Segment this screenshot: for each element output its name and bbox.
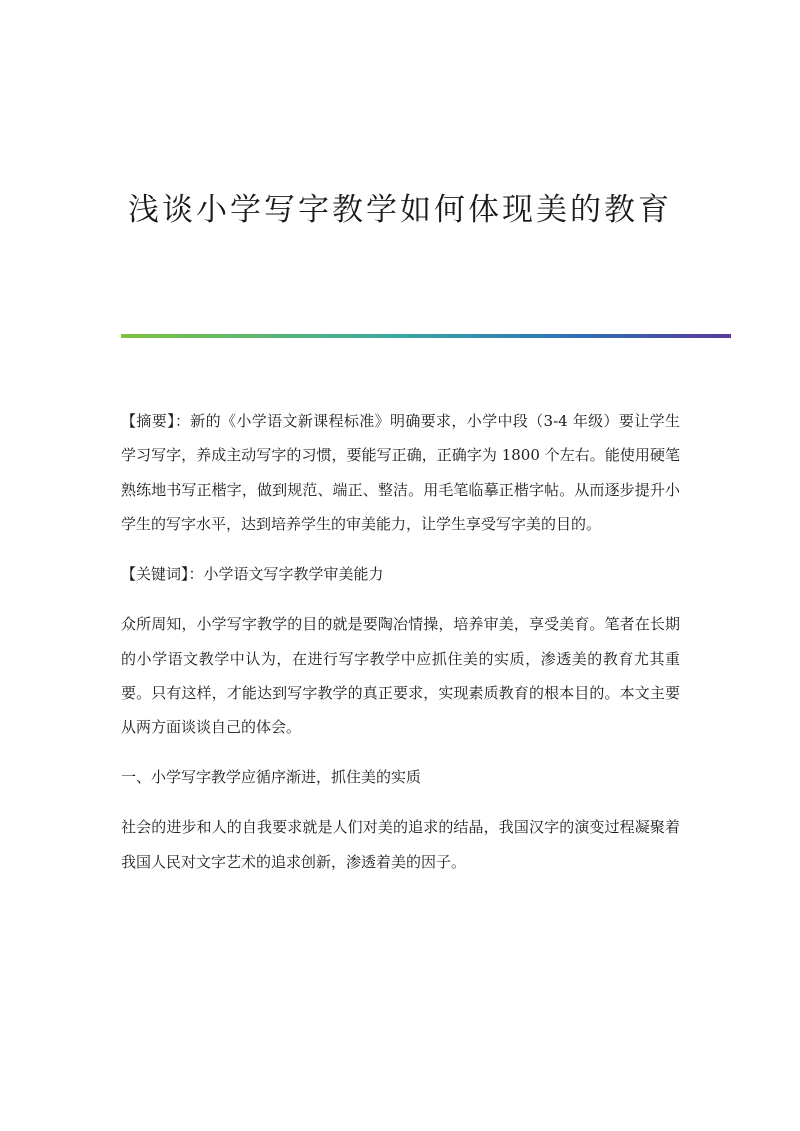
keywords-text: ：小学语文写字教学审美能力 [188, 565, 384, 584]
abstract-text: ：新的《小学语文新课程标准》明确要求，小学中段（3-4 年级）要让学生学习写字，养成主动写字的习惯，要能写正确，正确字为 1800 个左右。能使用硬笔熟练地书写正楷字，做到规范、端正、整洁。用毛笔临摹正楷字帖。从而逐步提升小学生的写字水平，达到培养学生的审美能力，让学生享受写字美的目的。 [121, 412, 680, 534]
keywords-label: 【关键词】 [121, 565, 189, 584]
abstract-paragraph [121, 404, 680, 542]
keywords-paragraph [121, 557, 680, 591]
abstract-label: 【摘要】 [121, 412, 175, 430]
body-paragraph-intro: 众所周知，小学写字教学的目的就是要陶冶情操，培养审美，享受美育。笔者在长期的小学语文教学中认为，在进行写字教学中应抓住美的实质，渗透美的教育尤其重要。只有这样，才能达到写字教学的真正要求，实现素质教育的根本目的。本文主要从两方面谈谈自己的体会。 [121, 615, 680, 737]
section-heading-1: 一、小学写字教学应循序渐进，抓住美的实质 [121, 768, 422, 787]
title-divider [121, 334, 731, 338]
document-body [121, 404, 680, 895]
document-title: 浅谈小学写字教学如何体现美的教育 [128, 192, 672, 228]
body-paragraph-2: 社会的进步和人的自我要求就是人们对美的追求的结晶，我国汉字的演变过程凝聚着我国人民对文字艺术的追求创新，渗透着美的因子。 [121, 818, 680, 871]
